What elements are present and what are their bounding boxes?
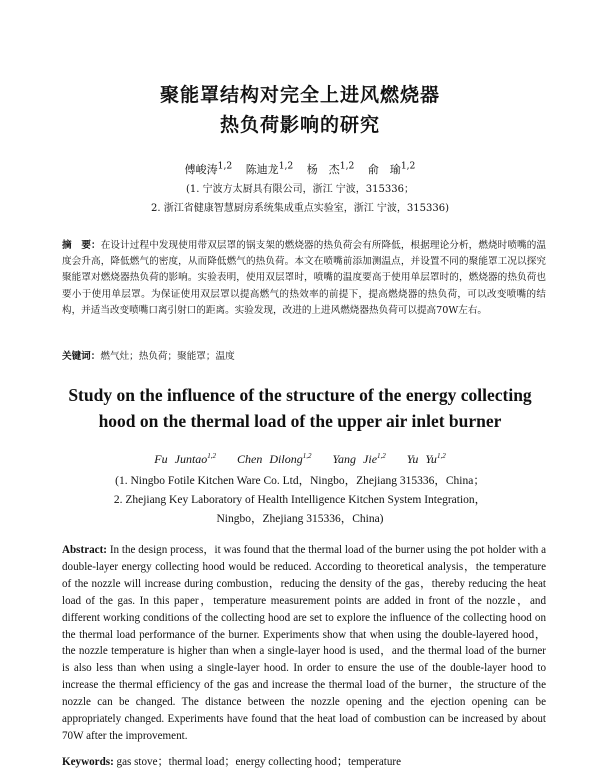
chinese-keywords	[62, 348, 546, 362]
english-affiliation-1: (1. Ningbo Fotile Kitchen Ware Co. Ltd，Ningbo，Zhejiang 315336，China；	[115, 475, 485, 487]
english-abstract-text: In the design process，it was found that the thermal load of the burner using the pot holder with a double-layer energy collecting hood would be reduced. According to theoretical analysis，the temperature of the nozzle will increase during combustion，reducing the density of the gas，thereby reducing the heat load of the gas. In this paper，temperature measurement points are added in front of the nozzle，and different working conditions of the collecting hood are set to explore the influence of the collecting hood on the thermal load performance of the burner. Experiments show that when using the double-layered hood，the nozzle temperature is higher than when a single-layer hood is used，and the thermal load of the burner is also less than when using a single-layer hood. In order to ensure the use of the double-layer hood to increase the thermal efficiency of the gas and increase the thermal load of the burner，the structure of the nozzle can be changed. The distance between the nozzle opening and the ejection opening can be appropriately changed. Experiments have found that the heat load of combustion can be increased by about 70W after the improvement.	[62, 544, 546, 742]
english-affiliation-3: Ningbo，Zhejiang 315336，China)	[216, 513, 384, 525]
english-title-line-1: Study on the influence of the structure of the energy collecting	[68, 385, 532, 405]
english-keywords-label: Keywords:	[62, 756, 114, 768]
cn-author: 杨 杰$^{1,2}$	[306, 160, 355, 176]
cn-author: 陈迪龙$^{1,2}$	[245, 160, 294, 176]
chinese-abstract	[62, 238, 546, 319]
en-author: Yu Yu$^{1,2}$	[406, 452, 446, 466]
en-author: Yang Jie$^{1,2}$	[332, 452, 386, 466]
chinese-abstract-label: 摘 要：	[62, 240, 101, 251]
cn-author: 傅峻涛$^{1,2}$	[184, 160, 233, 176]
chinese-abstract-text: 在设计过程中发现使用带双层罩的锅支架的燃烧器的热负荷会有所降低，根据理论分析，燃烧时喷嘴的温度会升高，降低燃气的密度，从而降低燃气的热负荷。本文在喷嘴前添加测温点，并设置不同的聚能罩工况以探究聚能罩对燃烧器热负荷的影响。实验表明，使用双层罩时，喷嘴的温度要高于使用单层罩时的，燃烧器的热负荷也要小于使用单层罩。为保证使用双层罩以提高燃气的热效率的前提下，提高燃烧器的热负荷，可以改变喷嘴的结构，并适当改变喷嘴口离引射口的距离。实验发现，改进的上进风燃烧器热负荷可以提高70W左右。	[62, 240, 547, 316]
chinese-keywords-label: 关键词：	[62, 351, 101, 362]
english-abstract-label: Abstract:	[62, 544, 107, 556]
chinese-title-line-2: 热负荷影响的研究	[219, 114, 380, 136]
english-abstract	[62, 542, 546, 745]
cn-author: 俞 瑜$^{1,2}$	[367, 160, 416, 176]
chinese-affiliation-1: (1. 宁波方太厨具有限公司，浙江 宁波，315336；	[186, 184, 414, 195]
english-authors	[0, 452, 600, 467]
en-author: Chen Dilong$^{1,2}$	[237, 452, 312, 466]
chinese-title-line-1: 聚能罩结构对完全上进风燃烧器	[159, 84, 440, 106]
chinese-authors	[0, 160, 600, 177]
english-keywords-text: gas stove；thermal load；energy collecting hood；temperature	[116, 756, 401, 768]
en-author: Fu Juntao$^{1,2}$	[154, 452, 217, 466]
chinese-keywords-text: 燃气灶；热负荷；聚能罩；温度	[100, 351, 235, 362]
english-affiliation-2: 2. Zhejiang Key Laboratory of Health Intelligence Kitchen System Integration，	[113, 494, 487, 506]
chinese-affiliation-2: 2. 浙江省健康智慧厨房系统集成重点实验室，浙江 宁波，315336)	[151, 203, 449, 214]
english-title-line-2: hood on the thermal load of the upper air inlet burner	[98, 411, 502, 431]
